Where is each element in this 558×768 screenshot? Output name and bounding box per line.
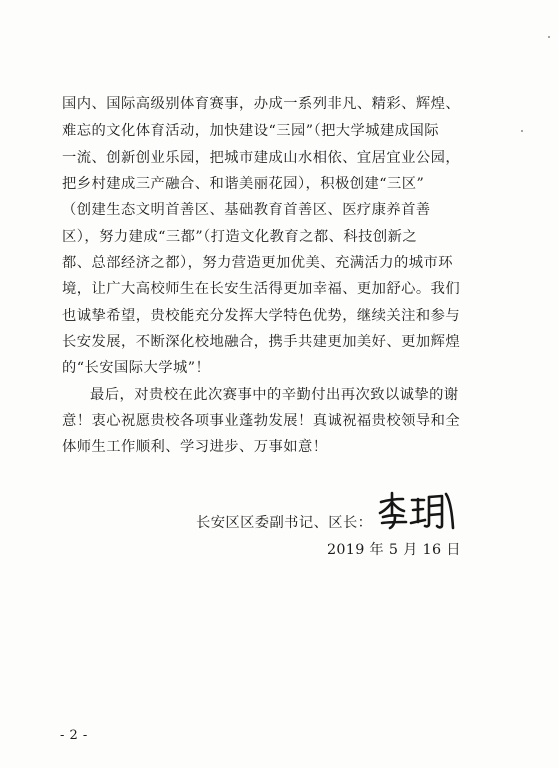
body-line-4: 把乡村建成三产融合、和谐美丽花园），积极创建“三区” <box>62 176 425 192</box>
scan-speck <box>548 36 550 38</box>
scan-speck <box>521 130 523 132</box>
body-line-3: 一流、创新创业乐园，把城市建成山水相依、宜居宜业公园， <box>62 150 461 166</box>
page-number: - 2 - <box>60 728 88 743</box>
body-line-8: 境，让广大高校师生在长安生活得更加幸福、更加舒心。我们 <box>62 281 461 297</box>
body-line-7: 都、总部经济之都），努力营造更加优美、充满活力的城市环 <box>62 255 454 271</box>
closing-paragraph-line-2: 意！衷心祝愿贵校各项事业蓬勃发展！真诚祝福贵校领导和全 <box>62 413 461 429</box>
body-line-6: 区），努力建成“三都”（打造文化教育之都、科技创新之 <box>62 229 418 245</box>
body-line-10: 长安发展，不断深化校地融合，携手共建更加美好、更加辉煌 <box>62 334 461 350</box>
body-line-1: 国内、国际高级别体育赛事，办成一系列非凡、精彩、辉煌、 <box>62 96 461 112</box>
document-date: 2019 年 5 月 16 日 <box>327 542 461 558</box>
closing-paragraph-line-1: 最后，对贵校在此次赛事中的辛勤付出再次致以诚挚的谢 <box>90 387 459 403</box>
signatory-title: 长安区区委副书记、区长： <box>196 515 373 531</box>
body-line-2: 难忘的文化体育活动，加快建设“三园”（把大学城建成国际 <box>62 123 440 139</box>
closing-paragraph-line-3: 体师生工作顺利、学习进步、万事如意！ <box>62 439 328 455</box>
body-line-9: 也诚挚希望，贵校能充分发挥大学特色优势，继续关注和参与 <box>62 308 461 324</box>
body-line-5: （创建生态文明首善区、基础教育首善区、医疗康养首善 <box>62 202 431 218</box>
handwritten-signature <box>376 490 458 532</box>
body-line-11: 的“长安国际大学城”！ <box>62 360 211 376</box>
